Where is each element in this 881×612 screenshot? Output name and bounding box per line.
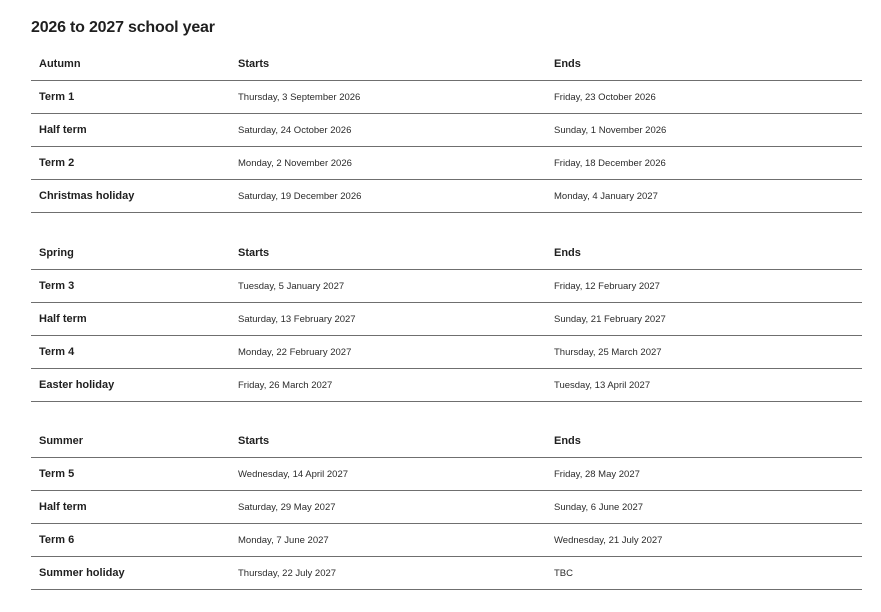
table-header-row [31, 48, 862, 81]
ends-header: Ends [546, 237, 862, 270]
spring-term-table [31, 237, 862, 402]
period-label: Term 1 [31, 81, 230, 114]
table-row [31, 557, 862, 590]
start-date: Saturday, 24 October 2026 [230, 114, 546, 147]
season-header: Spring [31, 237, 230, 270]
period-label: Easter holiday [31, 369, 230, 402]
starts-header: Starts [230, 425, 546, 458]
period-label: Christmas holiday [31, 180, 230, 213]
end-date: TBC [546, 557, 862, 590]
start-date: Monday, 22 February 2027 [230, 336, 546, 369]
end-date: Wednesday, 21 July 2027 [546, 524, 862, 557]
period-label: Term 5 [31, 458, 230, 491]
end-date: Friday, 23 October 2026 [546, 81, 862, 114]
start-date: Saturday, 19 December 2026 [230, 180, 546, 213]
period-label: Term 6 [31, 524, 230, 557]
period-label: Term 2 [31, 147, 230, 180]
table-header-row [31, 237, 862, 270]
table-row [31, 491, 862, 524]
end-date: Monday, 4 January 2027 [546, 180, 862, 213]
start-date: Thursday, 22 July 2027 [230, 557, 546, 590]
table-row [31, 81, 862, 114]
start-date: Thursday, 3 September 2026 [230, 81, 546, 114]
period-label: Half term [31, 491, 230, 524]
end-date: Friday, 18 December 2026 [546, 147, 862, 180]
start-date: Friday, 26 March 2027 [230, 369, 546, 402]
start-date: Monday, 7 June 2027 [230, 524, 546, 557]
season-header: Summer [31, 425, 230, 458]
start-date: Tuesday, 5 January 2027 [230, 270, 546, 303]
period-label: Half term [31, 114, 230, 147]
period-label: Term 4 [31, 336, 230, 369]
summer-term-table [31, 425, 862, 590]
end-date: Friday, 28 May 2027 [546, 458, 862, 491]
ends-header: Ends [546, 425, 862, 458]
starts-header: Starts [230, 48, 546, 81]
period-label: Term 3 [31, 270, 230, 303]
table-row [31, 114, 862, 147]
end-date: Tuesday, 13 April 2027 [546, 369, 862, 402]
table-row [31, 303, 862, 336]
table-row [31, 180, 862, 213]
table-row [31, 369, 862, 402]
start-date: Monday, 2 November 2026 [230, 147, 546, 180]
table-row [31, 524, 862, 557]
start-date: Wednesday, 14 April 2027 [230, 458, 546, 491]
page-title: 2026 to 2027 school year [31, 19, 215, 36]
end-date: Sunday, 6 June 2027 [546, 491, 862, 524]
table-row [31, 336, 862, 369]
end-date: Thursday, 25 March 2027 [546, 336, 862, 369]
table-row [31, 458, 862, 491]
start-date: Saturday, 13 February 2027 [230, 303, 546, 336]
autumn-term-table [31, 48, 862, 213]
start-date: Saturday, 29 May 2027 [230, 491, 546, 524]
period-label: Summer holiday [31, 557, 230, 590]
table-header-row [31, 425, 862, 458]
end-date: Friday, 12 February 2027 [546, 270, 862, 303]
starts-header: Starts [230, 237, 546, 270]
period-label: Half term [31, 303, 230, 336]
end-date: Sunday, 21 February 2027 [546, 303, 862, 336]
table-row [31, 147, 862, 180]
end-date: Sunday, 1 November 2026 [546, 114, 862, 147]
ends-header: Ends [546, 48, 862, 81]
season-header: Autumn [31, 48, 230, 81]
table-row [31, 270, 862, 303]
